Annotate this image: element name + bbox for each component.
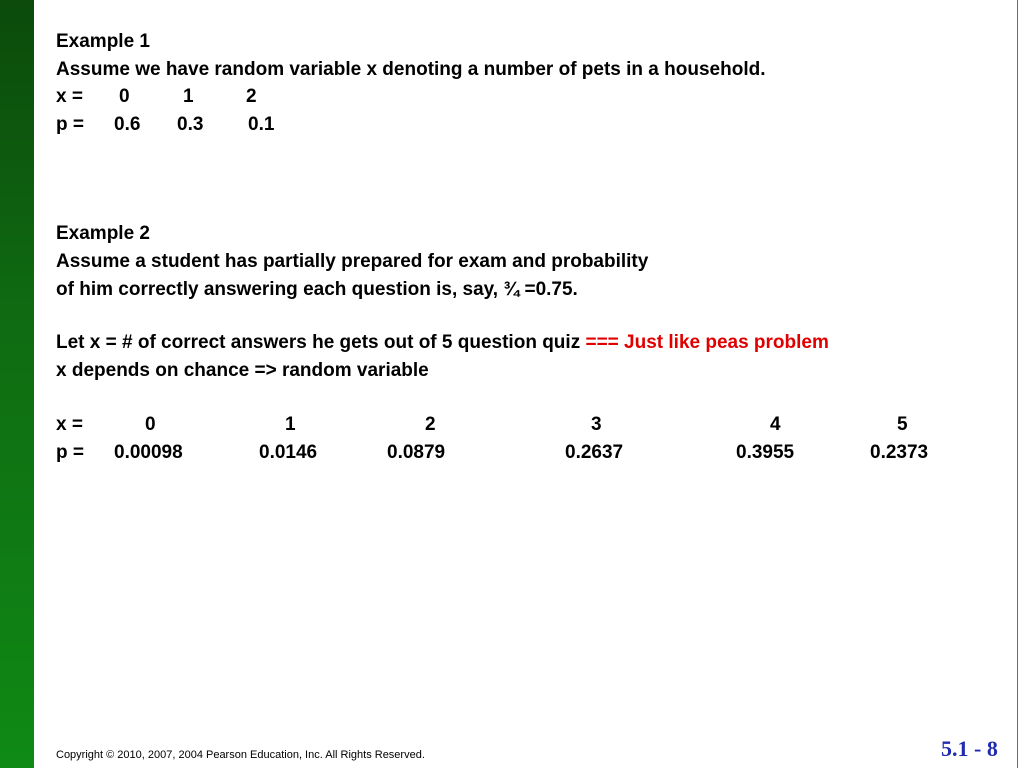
right-border-line <box>1017 0 1018 768</box>
example2-x-value: 0 <box>145 414 156 435</box>
let-line-text: Let x = # of correct answers he gets out of 5 question quiz <box>56 332 586 353</box>
example1-x-value: 2 <box>246 86 257 107</box>
example2-x-value: 5 <box>897 414 908 435</box>
example2-p-label: p = <box>56 442 84 463</box>
example1-x-value: 1 <box>183 86 194 107</box>
example1-description: Assume we have random variable x denoting a number of pets in a household. <box>56 59 766 80</box>
example2-title: Example 2 <box>56 223 150 244</box>
example1-title: Example 1 <box>56 31 150 52</box>
example1-x-label: x = <box>56 86 83 107</box>
example2-x-value: 4 <box>770 414 781 435</box>
example2-chance-line: x depends on chance => random variable <box>56 360 429 381</box>
example2-x-value: 3 <box>591 414 602 435</box>
example1-p-label: p = <box>56 114 84 135</box>
example2-p-value: 0.2637 <box>565 442 624 463</box>
example2-x-value: 1 <box>285 414 296 435</box>
example1-p-value: 0.1 <box>248 114 275 135</box>
copyright-footer: Copyright © 2010, 2007, 2004 Pearson Education, Inc. All Rights Reserved. <box>56 749 425 761</box>
example1-x-value: 0 <box>119 86 130 107</box>
example2-x-value: 2 <box>425 414 436 435</box>
example2-p-value: 0.3955 <box>736 442 795 463</box>
sidebar-bar <box>0 0 34 768</box>
example2-line1: Assume a student has partially prepared for exam and probability <box>56 251 649 272</box>
page-number: 5.1 - 8 <box>941 736 998 761</box>
example2-p-value: 0.0879 <box>387 442 446 463</box>
peas-problem-note: === Just like peas problem <box>585 332 829 353</box>
example1-p-value: 0.6 <box>114 114 141 135</box>
example2-p-value: 0.0146 <box>259 442 318 463</box>
example2-line2: of him correctly answering each question is, say, ¾ =0.75. <box>56 279 578 300</box>
example2-x-label: x = <box>56 414 83 435</box>
example2-p-value: 0.00098 <box>114 442 183 463</box>
example1-p-value: 0.3 <box>177 114 204 135</box>
example2-p-value: 0.2373 <box>870 442 929 463</box>
example2-let-line <box>56 332 829 354</box>
